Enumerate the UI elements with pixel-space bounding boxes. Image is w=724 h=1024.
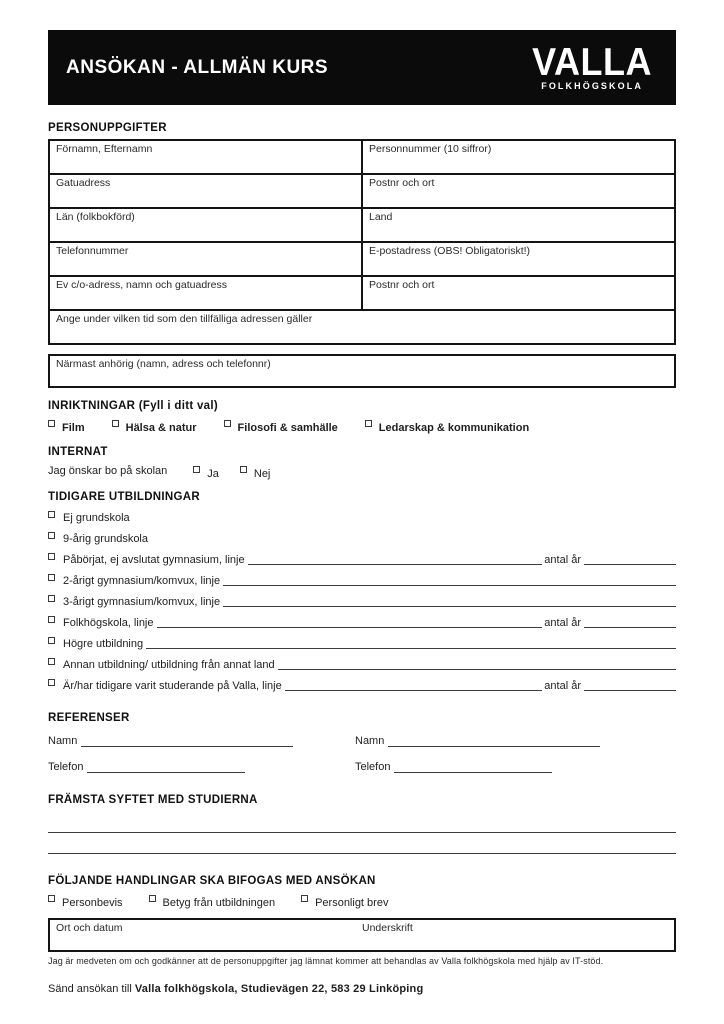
input-line-referens-1-namn[interactable]	[81, 733, 293, 747]
option-label: Ledarskap & kommunikation	[378, 422, 530, 434]
edu-item-hogre-utbildning	[48, 636, 676, 650]
table-row	[49, 140, 675, 174]
option-label: Nej	[253, 468, 271, 480]
checkbox-ledarskap-kommunikation[interactable]	[365, 420, 372, 427]
logo-folkhogskola-text: FOLKHÖGSKOLA	[541, 81, 643, 91]
checkbox-nej[interactable]	[240, 466, 247, 473]
edu-label: 2-årigt gymnasium/komvux, linje	[63, 575, 221, 587]
field-telefonnummer[interactable]	[49, 242, 362, 276]
edu-item-folkhogskola	[48, 615, 676, 629]
field-label: Ev c/o-adress, namn och gatuadress	[56, 279, 228, 291]
field-gatuadress[interactable]	[49, 174, 362, 208]
edu-item-ej-grundskola	[48, 510, 676, 524]
checkbox-3-arigt-gymnasium[interactable]	[48, 595, 55, 602]
checkbox-personligt-brev[interactable]	[301, 895, 308, 902]
field-tillfallig-adress-tid[interactable]	[49, 310, 675, 344]
option-personbevis	[48, 894, 123, 909]
telefon-label: Telefon	[48, 761, 84, 773]
valla-logo	[532, 39, 652, 91]
referenser-columns	[48, 724, 676, 773]
field-label: Postnr och ort	[369, 279, 435, 291]
input-line-folkhogskola-linje[interactable]	[157, 615, 543, 628]
table-row	[49, 276, 675, 310]
option-label: Personligt brev	[315, 897, 389, 909]
field-fornamn-efternamn[interactable]	[49, 140, 362, 174]
field-label: E-postadress (OBS! Obligatoriskt!)	[369, 245, 531, 257]
signature-box[interactable]	[48, 918, 676, 952]
field-label: Personnummer (10 siffror)	[369, 143, 492, 155]
table-row	[49, 242, 675, 276]
edu-label: 3-årigt gymnasium/komvux, linje	[63, 596, 221, 608]
edu-label: Påbörjat, ej avslutat gymnasium, linje	[63, 554, 245, 566]
consent-text: Jag är medveten om och godkänner att de personuppgifter jag lämnat kommer att behandlas av Valla folkhögskola med hjälp av IT-stöd.	[48, 956, 604, 966]
checkbox-ja[interactable]	[193, 466, 200, 473]
input-line-referens-1-telefon[interactable]	[87, 759, 245, 773]
section-heading-inriktningar: INRIKTNINGAR (Fyll i ditt val)	[48, 400, 218, 412]
logo-valla-text: VALLA	[532, 39, 652, 84]
form-header	[48, 30, 676, 105]
edu-item-paborjat-gymnasium	[48, 552, 676, 566]
field-epostadress[interactable]	[362, 242, 675, 276]
table-row	[49, 208, 675, 242]
checkbox-valla-tidigare[interactable]	[48, 679, 55, 686]
option-ledarskap-kommunikation	[365, 419, 529, 434]
input-line-paborjat-antal-ar[interactable]	[584, 552, 676, 565]
referens-2	[355, 724, 600, 773]
option-label: Personbevis	[62, 897, 123, 909]
field-co-adress[interactable]	[49, 276, 362, 310]
section-heading-bifogas: FÖLJANDE HANDLINGAR SKA BIFOGAS MED ANSÖKAN	[48, 875, 376, 887]
field-label: Land	[369, 211, 393, 223]
input-line-3-arigt-linje[interactable]	[223, 594, 676, 607]
input-line-syfte-1[interactable]	[48, 832, 676, 833]
referens-2-namn-row	[355, 733, 600, 747]
internat-options	[48, 465, 676, 480]
input-line-valla-antal-ar[interactable]	[584, 678, 676, 691]
checkbox-folkhogskola[interactable]	[48, 616, 55, 623]
edu-item-valla-tidigare	[48, 678, 676, 692]
send-to-text	[48, 983, 676, 995]
field-label: Postnr och ort	[369, 177, 435, 189]
input-line-valla-linje[interactable]	[285, 678, 543, 691]
input-line-2-arigt-linje[interactable]	[223, 573, 676, 586]
option-label: Ja	[207, 468, 219, 480]
send-to-address: Valla folkhögskola, Studievägen 22, 583 29 Linköping	[134, 983, 424, 995]
edu-label: Är/har tidigare varit studerande på Valla, linje	[63, 680, 282, 692]
input-line-annan-utbildning[interactable]	[278, 657, 676, 670]
option-nej	[240, 465, 271, 480]
field-land[interactable]	[362, 208, 675, 242]
referens-1	[48, 724, 293, 773]
namn-label: Namn	[48, 735, 78, 747]
input-line-folkhogskola-antal-ar[interactable]	[584, 615, 676, 628]
referens-1-namn-row	[48, 733, 293, 747]
inriktningar-options	[48, 419, 676, 434]
antal-ar-label: antal år	[544, 617, 581, 629]
checkbox-hogre-utbildning[interactable]	[48, 637, 55, 644]
edu-label: 9-årig grundskola	[63, 533, 148, 545]
checkbox-annan-utbildning[interactable]	[48, 658, 55, 665]
input-line-referens-2-namn[interactable]	[388, 733, 600, 747]
section-heading-internat: INTERNAT	[48, 446, 108, 458]
checkbox-halsa-natur[interactable]	[112, 420, 119, 427]
field-personnummer[interactable]	[362, 140, 675, 174]
checkbox-filosofi-samhalle[interactable]	[224, 420, 231, 427]
field-label: Gatuadress	[56, 177, 111, 189]
antal-ar-label: antal år	[544, 680, 581, 692]
option-label: Hälsa & natur	[125, 422, 197, 434]
send-to-prefix: Sänd ansökan till	[48, 983, 135, 995]
input-line-referens-2-telefon[interactable]	[394, 759, 552, 773]
namn-label: Namn	[355, 735, 385, 747]
antal-ar-label: antal år	[544, 554, 581, 566]
section-heading-referenser: REFERENSER	[48, 712, 130, 724]
field-label: Län (folkbokförd)	[56, 211, 135, 223]
personal-info-table	[48, 139, 676, 345]
bifogas-options	[48, 894, 676, 909]
edu-item-3-arigt-gymnasium	[48, 594, 676, 608]
checkbox-personbevis[interactable]	[48, 895, 55, 902]
internat-question: Jag önskar bo på skolan	[48, 465, 168, 477]
edu-item-2-arigt-gymnasium	[48, 573, 676, 587]
edu-item-9-arig-grundskola	[48, 531, 676, 545]
checkbox-ej-grundskola[interactable]	[48, 511, 55, 518]
table-row	[49, 174, 675, 208]
edu-label: Annan utbildning/ utbildning från annat land	[63, 659, 275, 671]
checkbox-paborjat-gymnasium[interactable]	[48, 553, 55, 560]
form-title: ANSÖKAN - ALLMÄN KURS	[66, 56, 329, 78]
option-halsa-natur	[112, 419, 197, 434]
section-heading-syfte: FRÄMSTA SYFTET MED STUDIERNA	[48, 794, 258, 806]
field-label: Närmast anhörig (namn, adress och telefonnr)	[56, 358, 271, 370]
option-label: Filosofi & samhälle	[237, 422, 338, 434]
field-co-postnr-ort[interactable]	[362, 276, 675, 310]
field-narmast-anhorig[interactable]	[48, 354, 676, 388]
edu-label: Högre utbildning	[63, 638, 144, 650]
referens-2-telefon-row	[355, 759, 600, 773]
table-row	[49, 310, 675, 344]
option-film	[48, 419, 85, 434]
option-personligt-brev	[301, 894, 388, 909]
checkbox-9-arig-grundskola[interactable]	[48, 532, 55, 539]
referens-1-telefon-row	[48, 759, 293, 773]
option-label: Betyg från utbildningen	[162, 897, 276, 909]
edu-label: Ej grundskola	[63, 512, 130, 524]
telefon-label: Telefon	[355, 761, 391, 773]
input-line-paborjat-linje[interactable]	[248, 552, 543, 565]
field-label: Telefonnummer	[56, 245, 129, 257]
field-label: Förnamn, Efternamn	[56, 143, 153, 155]
option-label: Film	[62, 422, 85, 434]
option-filosofi-samhalle	[224, 419, 338, 434]
option-ja	[193, 465, 219, 480]
section-heading-tidigare-utbildningar: TIDIGARE UTBILDNINGAR	[48, 491, 200, 503]
checkbox-film[interactable]	[48, 420, 55, 427]
input-line-syfte-2[interactable]	[48, 853, 676, 854]
edu-item-annan-utbildning	[48, 657, 676, 671]
input-line-hogre-utbildning[interactable]	[146, 636, 676, 649]
ort-och-datum-label: Ort och datum	[56, 922, 123, 934]
option-betyg	[149, 894, 276, 909]
field-label: Ange under vilken tid som den tillfälliga adressen gäller	[56, 313, 313, 325]
field-lan-folkbokford[interactable]	[49, 208, 362, 242]
edu-label: Folkhögskola, linje	[63, 617, 154, 629]
checkbox-2-arigt-gymnasium[interactable]	[48, 574, 55, 581]
field-postnr-ort[interactable]	[362, 174, 675, 208]
checkbox-betyg[interactable]	[149, 895, 156, 902]
section-heading-personuppgifter: PERSONUPPGIFTER	[48, 122, 167, 134]
underskrift-label: Underskrift	[362, 922, 413, 934]
